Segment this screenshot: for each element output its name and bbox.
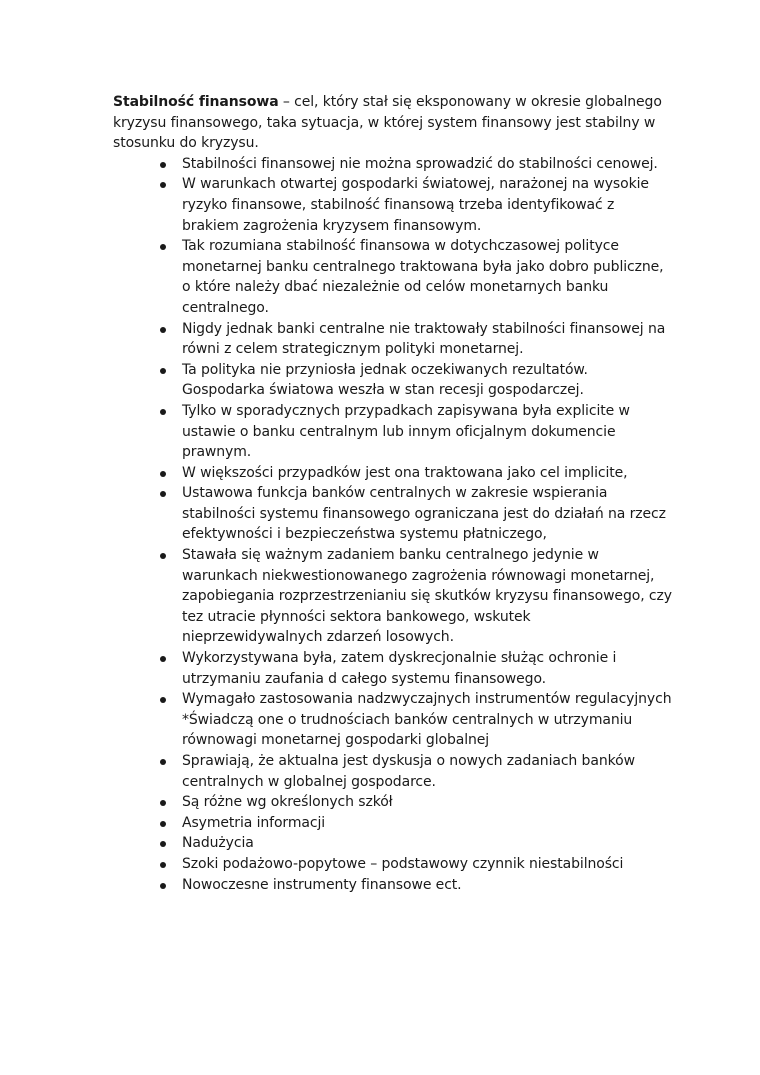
list-item <box>182 813 673 834</box>
intro-text: – cel, który stał się eksponowany w okresie globalnego kryzysu finansowego, taka sytuacja, w której system finansowy jest stabilny w stosunku do kryzysu. <box>113 94 662 152</box>
list-item-text: W większości przypadków jest ona traktowana jako cel implicite, <box>182 464 628 481</box>
intro-term: Stabilność finansowa <box>113 94 279 110</box>
list-item-text: Tylko w sporadycznych przypadkach zapisywana była explicite w ustawie o banku centralnym lub innym oficjalnym dokumencie prawnym. <box>182 402 630 461</box>
list-item <box>182 648 673 689</box>
bullet-icon <box>160 368 166 374</box>
bullet-icon <box>160 553 166 559</box>
list-item <box>182 463 673 484</box>
bullet-icon <box>160 327 166 333</box>
list-item-text: Sprawiają, że aktualna jest dyskusja o nowych zadaniach banków centralnych w globalnej gospodarce. <box>182 753 635 790</box>
list-item <box>182 545 673 648</box>
list-item <box>182 875 673 896</box>
list-item-text: Wykorzystywana była, zatem dyskrecjonalnie służąc ochronie i utrzymaniu zaufania d całego systemu finansowego. <box>182 650 617 687</box>
list-item <box>182 319 673 360</box>
list-item <box>182 236 673 318</box>
list-item-text: Nigdy jednak banki centralne nie traktowały stabilności finansowej na równi z celem strategicznym polityki monetarnej. <box>182 320 666 358</box>
list-item-text: Stawała się ważnym zadaniem banku centralnego jedynie w warunkach niekwestionowanego zagrożenia równowagi monetarnej, zapobiegania rozprzestrzenianiu się skutków kryzysu finansowego, czy tez utracie płynności sektora bankowego, wskutek nieprzewidywalnych zdarzeń losowych. <box>182 547 672 646</box>
list-item <box>182 854 673 875</box>
list-item-text: Wymagało zastosowania nadzwyczajnych instrumentów regulacyjnych *Świadczą one o trudnościach banków centralnych w utrzymaniu równowagi monetarnej gospodarki globalnej <box>182 691 672 749</box>
bullet-icon <box>160 656 166 662</box>
list-item-text: Tak rozumiana stabilność finansowa w dotychczasowej polityce monetarnej banku centralnego traktowana była jako dobro publiczne, o które należy dbać niezależnie od celów monetarnych banku centralnego. <box>182 238 664 316</box>
bullet-list <box>113 154 673 895</box>
list-item-text: Ta polityka nie przyniosła jednak oczekiwanych rezultatów. Gospodarka światowa weszła w stan recesji gospodarczej. <box>182 361 588 399</box>
list-item <box>182 174 673 236</box>
list-item <box>182 689 673 751</box>
list-item-text: Nowoczesne instrumenty finansowe ect. <box>182 876 462 893</box>
bullet-icon <box>160 759 166 765</box>
bullet-icon <box>160 409 166 415</box>
bullet-icon <box>160 471 166 477</box>
bullet-icon <box>160 491 166 497</box>
list-item <box>182 401 673 463</box>
document-page <box>113 92 673 895</box>
list-item-text: Szoki podażowo-popytowe – podstawowy czynnik niestabilności <box>182 855 624 872</box>
list-item-text: W warunkach otwartej gospodarki światowej, narażonej na wysokie ryzyko finansowe, stabilność finansową trzeba identyfikować z brakiem zagrożenia kryzysem finansowym. <box>182 176 649 234</box>
bullet-icon <box>160 697 166 703</box>
bullet-icon <box>160 821 166 827</box>
list-item <box>182 483 673 545</box>
list-item-text: Asymetria informacji <box>182 814 326 831</box>
list-item-text: Są różne wg określonych szkół <box>182 794 393 811</box>
bullet-icon <box>160 182 166 188</box>
list-item-text: Ustawowa funkcja banków centralnych w zakresie wspierania stabilności systemu finansowego ograniczana jest do działań na rzecz efektywności i bezpieczeństwa systemu płatniczego, <box>182 485 666 543</box>
bullet-icon <box>160 800 166 806</box>
bullet-icon <box>160 244 166 250</box>
list-item <box>182 154 673 175</box>
bullet-icon <box>160 883 166 889</box>
list-item <box>182 751 673 792</box>
intro-paragraph <box>113 92 673 154</box>
list-item-text: Nadużycia <box>182 835 254 852</box>
list-item <box>182 833 673 854</box>
list-item-text: Stabilności finansowej nie można sprowadzić do stabilności cenowej. <box>182 155 658 172</box>
list-item <box>182 360 673 401</box>
bullet-icon <box>160 162 166 168</box>
bullet-icon <box>160 862 166 868</box>
list-item <box>182 792 673 813</box>
bullet-icon <box>160 841 166 847</box>
